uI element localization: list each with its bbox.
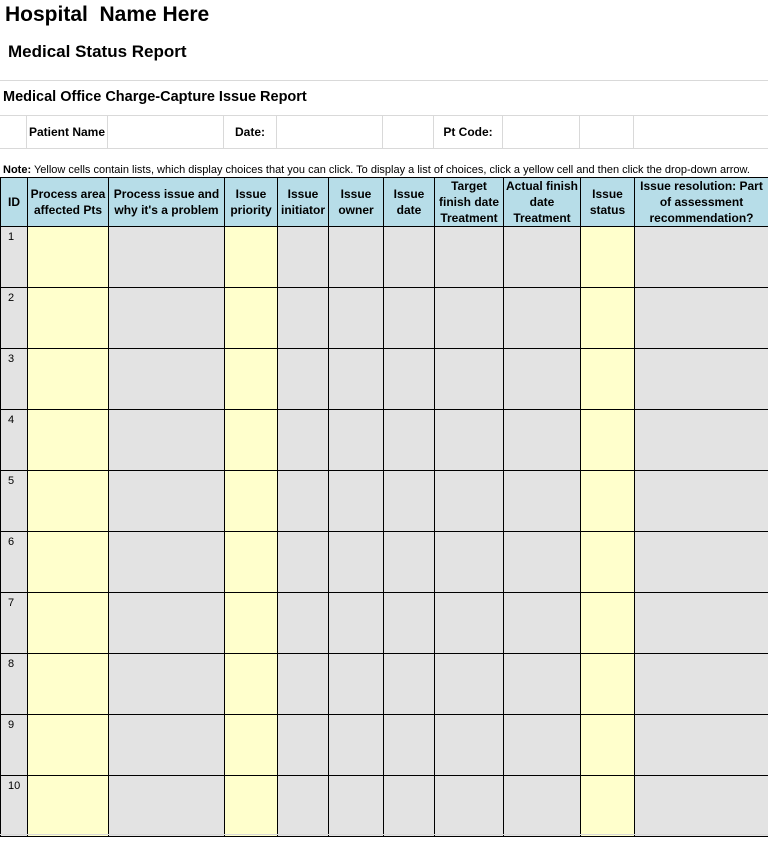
actual-finish-date-cell[interactable] bbox=[504, 776, 581, 837]
issue-resolution-cell[interactable] bbox=[635, 654, 768, 715]
actual-finish-date-cell[interactable] bbox=[504, 593, 581, 654]
issue-initiator-cell[interactable] bbox=[278, 349, 329, 410]
issue-priority-cell[interactable] bbox=[225, 471, 278, 532]
table-row bbox=[1, 471, 768, 532]
process-area-cell[interactable] bbox=[28, 776, 109, 837]
process-issue-cell[interactable] bbox=[109, 349, 225, 410]
note-text: Yellow cells contain lists, which display choices that you can click. To display a list of choices, click a yellow cell and then click the drop-down arrow. bbox=[31, 164, 750, 176]
issue-date-cell[interactable] bbox=[384, 593, 435, 654]
patient-name-value[interactable] bbox=[108, 116, 224, 148]
row-id: 2 bbox=[1, 288, 28, 349]
process-issue-cell[interactable] bbox=[109, 227, 225, 288]
issue-owner-cell[interactable] bbox=[329, 410, 384, 471]
issue-date-cell[interactable] bbox=[384, 410, 435, 471]
issue-date-cell[interactable] bbox=[384, 654, 435, 715]
target-finish-date-cell[interactable] bbox=[435, 227, 504, 288]
process-area-cell[interactable] bbox=[28, 349, 109, 410]
info-cell-blank[interactable] bbox=[383, 116, 434, 148]
issue-owner-cell[interactable] bbox=[329, 471, 384, 532]
issue-owner-cell[interactable] bbox=[329, 227, 384, 288]
target-finish-date-cell[interactable] bbox=[435, 593, 504, 654]
issue-initiator-cell[interactable] bbox=[278, 288, 329, 349]
issue-owner-cell[interactable] bbox=[329, 776, 384, 837]
row-id: 4 bbox=[1, 410, 28, 471]
issue-owner-cell[interactable] bbox=[329, 349, 384, 410]
row-id: 8 bbox=[1, 654, 28, 715]
column-header-target-finish-date: Target finish date Treatment bbox=[435, 178, 504, 227]
instruction-note bbox=[3, 164, 750, 176]
actual-finish-date-cell[interactable] bbox=[504, 410, 581, 471]
column-header-id: ID bbox=[1, 178, 28, 227]
issue-resolution-cell[interactable] bbox=[635, 776, 768, 837]
issue-priority-cell[interactable] bbox=[225, 593, 278, 654]
process-issue-cell[interactable] bbox=[109, 288, 225, 349]
actual-finish-date-cell[interactable] bbox=[504, 654, 581, 715]
issue-initiator-cell[interactable] bbox=[278, 593, 329, 654]
issue-date-cell[interactable] bbox=[384, 532, 435, 593]
target-finish-date-cell[interactable] bbox=[435, 471, 504, 532]
table-row bbox=[1, 349, 768, 410]
info-cell-blank[interactable] bbox=[0, 116, 27, 148]
issue-priority-cell[interactable] bbox=[225, 410, 278, 471]
process-issue-cell[interactable] bbox=[109, 654, 225, 715]
issue-resolution-cell[interactable] bbox=[635, 715, 768, 776]
column-header-issue-status: Issue status bbox=[581, 178, 635, 227]
date-label: Date: bbox=[224, 116, 277, 148]
issue-priority-cell[interactable] bbox=[225, 288, 278, 349]
target-finish-date-cell[interactable] bbox=[435, 349, 504, 410]
date-value[interactable] bbox=[277, 116, 383, 148]
table-row bbox=[1, 532, 768, 593]
issue-status-cell[interactable] bbox=[581, 532, 635, 593]
row-id: 1 bbox=[1, 227, 28, 288]
actual-finish-date-cell[interactable] bbox=[504, 715, 581, 776]
issue-resolution-cell[interactable] bbox=[635, 288, 768, 349]
process-issue-cell[interactable] bbox=[109, 410, 225, 471]
column-header-actual-finish-date: Actual finish date Treatment bbox=[504, 178, 581, 227]
target-finish-date-cell[interactable] bbox=[435, 776, 504, 837]
target-finish-date-cell[interactable] bbox=[435, 715, 504, 776]
target-finish-date-cell[interactable] bbox=[435, 532, 504, 593]
issue-initiator-cell[interactable] bbox=[278, 227, 329, 288]
row-id: 6 bbox=[1, 532, 28, 593]
hospital-name[interactable]: Hospital Name Here bbox=[5, 3, 210, 26]
issue-table-body bbox=[1, 227, 768, 837]
issue-date-cell[interactable] bbox=[384, 715, 435, 776]
actual-finish-date-cell[interactable] bbox=[504, 349, 581, 410]
process-area-cell[interactable] bbox=[28, 410, 109, 471]
table-row bbox=[1, 776, 768, 837]
issue-priority-cell[interactable] bbox=[225, 776, 278, 837]
issue-priority-cell[interactable] bbox=[225, 532, 278, 593]
issue-status-cell[interactable] bbox=[581, 471, 635, 532]
report-title[interactable]: Medical Status Report bbox=[8, 42, 187, 61]
issue-initiator-cell[interactable] bbox=[278, 471, 329, 532]
row-id: 3 bbox=[1, 349, 28, 410]
issue-status-cell[interactable] bbox=[581, 654, 635, 715]
issue-owner-cell[interactable] bbox=[329, 715, 384, 776]
issue-initiator-cell[interactable] bbox=[278, 776, 329, 837]
table-row bbox=[1, 410, 768, 471]
process-area-cell[interactable] bbox=[28, 227, 109, 288]
actual-finish-date-cell[interactable] bbox=[504, 471, 581, 532]
target-finish-date-cell[interactable] bbox=[435, 410, 504, 471]
process-issue-cell[interactable] bbox=[109, 532, 225, 593]
issue-resolution-cell[interactable] bbox=[635, 349, 768, 410]
issue-status-cell[interactable] bbox=[581, 715, 635, 776]
actual-finish-date-cell[interactable] bbox=[504, 227, 581, 288]
actual-finish-date-cell[interactable] bbox=[504, 532, 581, 593]
column-header-process-area: Process area affected Pts bbox=[28, 178, 109, 227]
row-id: 10 bbox=[1, 776, 28, 837]
table-row bbox=[1, 288, 768, 349]
issue-initiator-cell[interactable] bbox=[278, 654, 329, 715]
process-area-cell[interactable] bbox=[28, 471, 109, 532]
divider bbox=[0, 834, 768, 849]
process-area-cell[interactable] bbox=[28, 288, 109, 349]
process-area-cell[interactable] bbox=[28, 532, 109, 593]
column-header-issue-owner: Issue owner bbox=[329, 178, 384, 227]
issue-initiator-cell[interactable] bbox=[278, 715, 329, 776]
column-header-issue-date: Issue date bbox=[384, 178, 435, 227]
process-issue-cell[interactable] bbox=[109, 715, 225, 776]
issue-date-cell[interactable] bbox=[384, 776, 435, 837]
pt-code-label: Pt Code: bbox=[434, 116, 503, 148]
issue-owner-cell[interactable] bbox=[329, 532, 384, 593]
column-header-issue-priority: Issue priority bbox=[225, 178, 278, 227]
process-issue-cell[interactable] bbox=[109, 593, 225, 654]
issue-date-cell[interactable] bbox=[384, 288, 435, 349]
issue-date-cell[interactable] bbox=[384, 227, 435, 288]
issue-status-cell[interactable] bbox=[581, 776, 635, 837]
issue-priority-cell[interactable] bbox=[225, 654, 278, 715]
issue-initiator-cell[interactable] bbox=[278, 532, 329, 593]
row-id: 9 bbox=[1, 715, 28, 776]
issue-date-cell[interactable] bbox=[384, 349, 435, 410]
issue-owner-cell[interactable] bbox=[329, 593, 384, 654]
table-header-row bbox=[1, 178, 768, 227]
patient-info-row bbox=[0, 115, 768, 149]
issue-resolution-cell[interactable] bbox=[635, 227, 768, 288]
issue-initiator-cell[interactable] bbox=[278, 410, 329, 471]
issue-status-cell[interactable] bbox=[581, 593, 635, 654]
info-cell-blank[interactable] bbox=[580, 116, 634, 148]
issue-status-cell[interactable] bbox=[581, 227, 635, 288]
issue-resolution-cell[interactable] bbox=[635, 532, 768, 593]
issue-resolution-cell[interactable] bbox=[635, 593, 768, 654]
row-id: 5 bbox=[1, 471, 28, 532]
issue-table bbox=[0, 177, 768, 837]
table-row bbox=[1, 593, 768, 654]
patient-name-label: Patient Name bbox=[27, 116, 108, 148]
issue-priority-cell[interactable] bbox=[225, 349, 278, 410]
actual-finish-date-cell[interactable] bbox=[504, 288, 581, 349]
column-header-process-issue: Process issue and why it's a problem bbox=[109, 178, 225, 227]
issue-resolution-cell[interactable] bbox=[635, 471, 768, 532]
process-area-cell[interactable] bbox=[28, 654, 109, 715]
info-cell-blank[interactable] bbox=[634, 116, 768, 148]
process-issue-cell[interactable] bbox=[109, 776, 225, 837]
report-subtitle[interactable]: Medical Office Charge-Capture Issue Report bbox=[3, 89, 307, 105]
target-finish-date-cell[interactable] bbox=[435, 288, 504, 349]
table-row bbox=[1, 715, 768, 776]
issue-priority-cell[interactable] bbox=[225, 715, 278, 776]
issue-status-cell[interactable] bbox=[581, 349, 635, 410]
process-area-cell[interactable] bbox=[28, 715, 109, 776]
column-header-issue-initiator: Issue initiator bbox=[278, 178, 329, 227]
issue-status-cell[interactable] bbox=[581, 288, 635, 349]
issue-status-cell[interactable] bbox=[581, 410, 635, 471]
target-finish-date-cell[interactable] bbox=[435, 654, 504, 715]
table-row bbox=[1, 654, 768, 715]
note-label: Note: bbox=[3, 164, 32, 176]
process-area-cell[interactable] bbox=[28, 593, 109, 654]
issue-resolution-cell[interactable] bbox=[635, 410, 768, 471]
table-row bbox=[1, 227, 768, 288]
divider bbox=[0, 80, 768, 81]
issue-owner-cell[interactable] bbox=[329, 288, 384, 349]
issue-date-cell[interactable] bbox=[384, 471, 435, 532]
row-id: 7 bbox=[1, 593, 28, 654]
process-issue-cell[interactable] bbox=[109, 471, 225, 532]
pt-code-value[interactable] bbox=[503, 116, 580, 148]
column-header-issue-resolution: Issue resolution: Part of assessment recommendation? bbox=[635, 178, 768, 227]
issue-priority-cell[interactable] bbox=[225, 227, 278, 288]
issue-owner-cell[interactable] bbox=[329, 654, 384, 715]
